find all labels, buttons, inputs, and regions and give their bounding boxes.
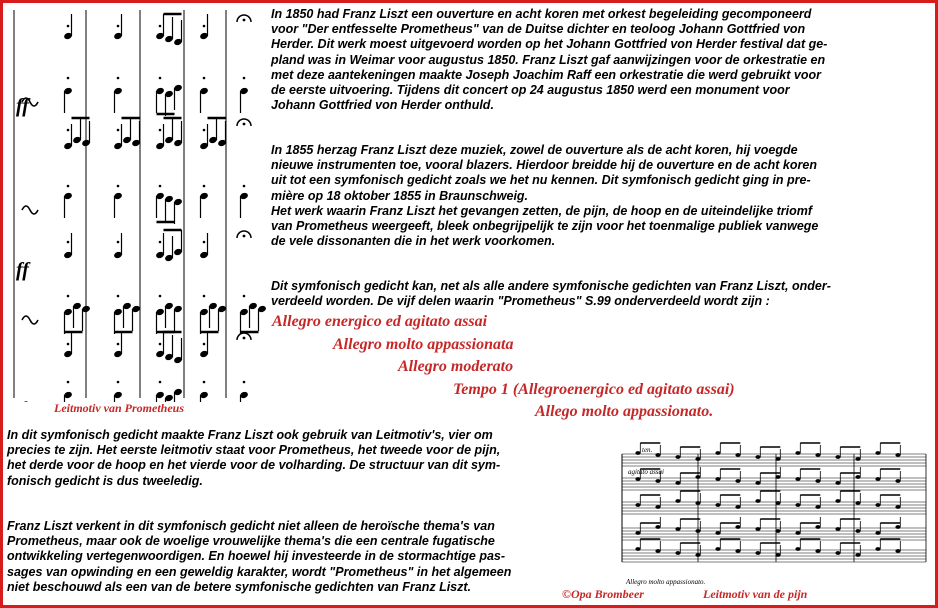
svg-text:ff: ff	[16, 95, 29, 117]
tempo-part-1: Allegro energico ed agitato assai	[272, 313, 488, 330]
score-mark-allegro: Allegro molto appassionato.	[626, 578, 706, 586]
tempo-part-4: Tempo 1 (Allegroenergico ed agitato assai)	[453, 381, 735, 398]
caption-pain-leitmotiv: Leitmotiv van de pijn	[703, 587, 808, 601]
tempo-part-3: Allegro moderato	[398, 358, 514, 375]
caption-prometheus-leitmotiv: Leitmotiv van Prometheus	[54, 401, 184, 415]
score-prometheus-leitmotiv	[8, 6, 266, 402]
revision-paragraph: In 1855 herzag Franz Liszt deze muziek, zowel de ouverture als de acht koren, hij voegde nieuwe instrumenten toe, vooral blazers. Hierdoor breidde hij de ouverture en de acht koren uit tot een symfonisch gedicht zoals we het nu kennen. Dit symfonisch gedicht ging in pre- mière op 18 oktober 1855 in Braunschweig. Het werk waarin Franz Liszt het gevangen zetten, de pijn, de hoop en de uiteindelijke triomf van Prometheus weergeeft, bleek onbegrijpelijk te zijn voor het toenmalige publiek vanwege de vele dissonanten die in het werk voorkomen.	[271, 143, 819, 249]
closing-paragraph: Franz Liszt verkent in dit symfonisch gedicht niet alleen de heroïsche thema's van Prometheus, maar ook de woelige vrouwelijke thema's die een centrale fugatische ontwikkeling vertegenwoordigen. En hoewel hij investeerde in de stormachtige pas- sages van opwinding en een geweldig karakter, wordt "Prometheus" in het algemeen niet beschouwd als een van de betere symfonische gedichten van Franz Liszt.	[7, 519, 512, 594]
intro-paragraph: In 1850 had Franz Liszt een ouverture en acht koren met orkest begeleiding gecomponeerd voor "Der entfesselte Prometheus" van de Duitse dichter en teoloog Johann Gottfried von Herder. Dit werk moest uitgevoerd worden op het Johann Gottfried von Herder festival dat ge- pland was in Weimar voor augustus 1850. Franz Liszt gaf aanwijzingen voor de orkestratie en met deze aantekeningen maakte Joseph Joachim Raff een orkestratie die werd gebruikt voor de eerste uitvoering. Tijdens dit concert op 24 augustus 1850 werd een monument voor Johann Gottfried von Herder onthuld.	[271, 7, 828, 113]
leitmotiv-paragraph: In dit symfonisch gedicht maakte Franz Liszt ook gebruik van Leitmotiv's, vier om precies te zijn. Het eerste leitmotiv staat voor Prometheus, het tweede voor de pijn, het derde voor de hoop en het vierde voor de volharding. De structuur van dit sym- fonisch gedicht is dus tweeledig.	[7, 428, 501, 488]
svg-text:ff: ff	[16, 259, 29, 281]
parts-intro-paragraph: Dit symfonisch gedicht kan, net als alle andere symfonische gedichten van Franz Liszt, onder- verdeeld worden. De vijf delen waarin "Prometheus" S.99 onderverdeeld wordt zijn :	[271, 279, 831, 309]
copyright-label: ©Opa Brombeer	[562, 587, 644, 601]
tempo-part-5: Allego molto appassionato.	[535, 403, 714, 420]
score-mark-agitato: agitato assai	[628, 468, 664, 476]
tempo-part-2: Allegro molto appassionata	[333, 336, 514, 353]
score-pain-leitmotiv	[612, 440, 932, 588]
score-mark-ten: ten.	[642, 446, 653, 454]
